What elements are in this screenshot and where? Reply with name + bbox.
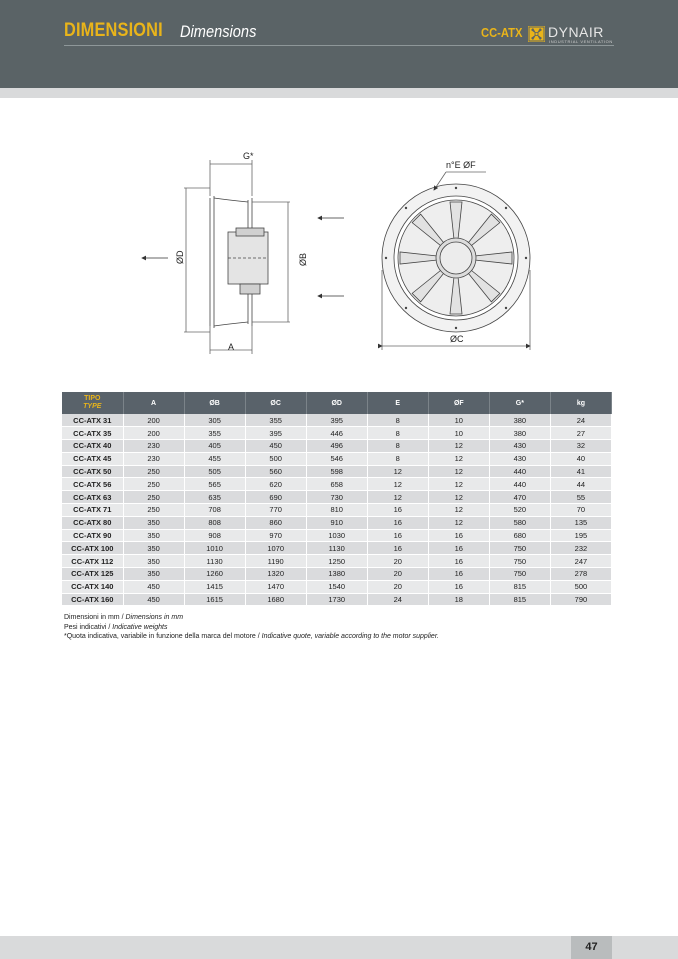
- table-cell: 635: [184, 491, 245, 504]
- table-cell: 16: [367, 542, 428, 555]
- table-row: [62, 478, 612, 491]
- header-b: ØB: [184, 392, 245, 414]
- table-cell: 1680: [245, 593, 306, 606]
- table-cell: 355: [184, 427, 245, 440]
- table-row: [62, 465, 612, 478]
- table-cell: 430: [489, 440, 550, 453]
- table-cell: 1415: [184, 580, 245, 593]
- table-cell: 8: [367, 440, 428, 453]
- table-row: [62, 440, 612, 453]
- table-cell: 1010: [184, 542, 245, 555]
- table-cell: 16: [367, 529, 428, 542]
- table-cell: 24: [367, 593, 428, 606]
- table-cell: 380: [489, 414, 550, 427]
- table-row: [62, 516, 612, 529]
- dimension-drawing: [128, 140, 538, 360]
- label-d: ØD: [175, 250, 185, 264]
- table-cell: 970: [245, 529, 306, 542]
- note-dimensions: Dimensioni in mm / Dimensions in mm: [64, 614, 184, 621]
- table-row: [62, 427, 612, 440]
- table-cell: 12: [428, 452, 489, 465]
- title-italian: DIMENSIONI: [64, 20, 163, 41]
- notes: [64, 613, 439, 642]
- table-cell: 12: [367, 465, 428, 478]
- table-cell: 44: [550, 478, 611, 491]
- cell-type: CC-ATX 100: [62, 542, 123, 555]
- cell-type: CC-ATX 80: [62, 516, 123, 529]
- table-cell: 470: [489, 491, 550, 504]
- table-row: [62, 414, 612, 427]
- cell-type: CC-ATX 31: [62, 414, 123, 427]
- table-cell: 440: [489, 478, 550, 491]
- table-cell: 565: [184, 478, 245, 491]
- cell-type: CC-ATX 90: [62, 529, 123, 542]
- table-cell: 546: [306, 452, 367, 465]
- note-quote: *Quota indicativa, variabile in funzione della marca del motore / Indicative quote, variable according to the motor supplier.: [64, 633, 439, 641]
- table-cell: 230: [123, 452, 184, 465]
- table-cell: 810: [306, 504, 367, 517]
- table-cell: 24: [550, 414, 611, 427]
- label-g: G*: [243, 151, 254, 161]
- table-cell: 8: [367, 452, 428, 465]
- table-cell: 580: [489, 516, 550, 529]
- cell-type: CC-ATX 45: [62, 452, 123, 465]
- cell-type: CC-ATX 56: [62, 478, 123, 491]
- table-cell: 8: [367, 427, 428, 440]
- table-cell: 250: [123, 491, 184, 504]
- cell-type: CC-ATX 160: [62, 593, 123, 606]
- table-cell: 55: [550, 491, 611, 504]
- cell-type: CC-ATX 140: [62, 580, 123, 593]
- table-cell: 908: [184, 529, 245, 542]
- table-cell: 12: [367, 478, 428, 491]
- table-cell: 250: [123, 478, 184, 491]
- table-cell: 620: [245, 478, 306, 491]
- header-type: [62, 392, 123, 414]
- table-cell: 450: [123, 593, 184, 606]
- fan-logo-icon: [528, 26, 545, 42]
- table-cell: 1380: [306, 568, 367, 581]
- title-english: Dimensions: [180, 22, 257, 41]
- cell-type: CC-ATX 50: [62, 465, 123, 478]
- table-cell: 12: [428, 440, 489, 453]
- table-cell: 395: [245, 427, 306, 440]
- table-cell: 12: [428, 465, 489, 478]
- title-rule: [64, 45, 614, 46]
- table-cell: 232: [550, 542, 611, 555]
- table-cell: 1190: [245, 555, 306, 568]
- label-b: ØB: [298, 252, 308, 266]
- cell-type: CC-ATX 40: [62, 440, 123, 453]
- table-cell: 1130: [306, 542, 367, 555]
- brand-subtitle: INDUSTRIAL VENTILATION: [549, 39, 613, 44]
- header-type-it: TIPO: [84, 395, 101, 402]
- model-name: CC-ATX: [481, 25, 523, 40]
- table-cell: 750: [489, 555, 550, 568]
- table-cell: 12: [428, 516, 489, 529]
- cell-type: CC-ATX 125: [62, 568, 123, 581]
- table-cell: 446: [306, 427, 367, 440]
- header-type-en: TYPE: [83, 403, 102, 410]
- table-cell: 16: [428, 542, 489, 555]
- table-cell: 815: [489, 580, 550, 593]
- table-cell: 16: [428, 555, 489, 568]
- header-strip: [0, 88, 678, 98]
- table-cell: 440: [489, 465, 550, 478]
- table-cell: 815: [489, 593, 550, 606]
- table-cell: 32: [550, 440, 611, 453]
- table-cell: 860: [245, 516, 306, 529]
- note-weights: Pesi indicativi / Indicative weights: [64, 623, 168, 631]
- header-c: ØC: [245, 392, 306, 414]
- table-cell: 16: [428, 529, 489, 542]
- page-header: [0, 0, 678, 88]
- table-row: [62, 491, 612, 504]
- table-cell: 250: [123, 504, 184, 517]
- table-row: [62, 542, 612, 555]
- table-cell: 355: [245, 414, 306, 427]
- table-row: [62, 504, 612, 517]
- table-cell: 16: [428, 568, 489, 581]
- table-cell: 12: [428, 504, 489, 517]
- table-cell: 10: [428, 414, 489, 427]
- table-row: [62, 555, 612, 568]
- table-cell: 12: [428, 478, 489, 491]
- table-cell: 770: [245, 504, 306, 517]
- table-cell: 505: [184, 465, 245, 478]
- table-cell: 1260: [184, 568, 245, 581]
- table-cell: 380: [489, 427, 550, 440]
- side-view: [142, 160, 344, 354]
- table-cell: 750: [489, 542, 550, 555]
- table-cell: 520: [489, 504, 550, 517]
- table-cell: 16: [367, 516, 428, 529]
- table-cell: 27: [550, 427, 611, 440]
- cell-type: CC-ATX 112: [62, 555, 123, 568]
- table-cell: 1070: [245, 542, 306, 555]
- table-cell: 500: [550, 580, 611, 593]
- table-cell: 750: [489, 568, 550, 581]
- table-cell: 10: [428, 427, 489, 440]
- header-f: ØF: [428, 392, 489, 414]
- table-cell: 730: [306, 491, 367, 504]
- table-cell: 16: [367, 504, 428, 517]
- table-cell: 40: [550, 452, 611, 465]
- table-cell: 1030: [306, 529, 367, 542]
- cell-type: CC-ATX 71: [62, 504, 123, 517]
- header-e: E: [367, 392, 428, 414]
- table-cell: 247: [550, 555, 611, 568]
- table-cell: 20: [367, 580, 428, 593]
- cell-type: CC-ATX 63: [62, 491, 123, 504]
- header-d: ØD: [306, 392, 367, 414]
- table-cell: 70: [550, 504, 611, 517]
- table-cell: 16: [428, 580, 489, 593]
- table-cell: 910: [306, 516, 367, 529]
- table-row: [62, 593, 612, 606]
- cell-type: CC-ATX 35: [62, 427, 123, 440]
- table-cell: 1250: [306, 555, 367, 568]
- table-cell: 200: [123, 427, 184, 440]
- table-cell: 230: [123, 440, 184, 453]
- table-cell: 790: [550, 593, 611, 606]
- brand-name: DYNAIR: [548, 24, 604, 40]
- table-cell: 395: [306, 414, 367, 427]
- table-cell: 1730: [306, 593, 367, 606]
- page-number: 47: [571, 936, 612, 959]
- label-ef: n°E ØF: [446, 160, 476, 170]
- table-cell: 350: [123, 568, 184, 581]
- table-cell: 250: [123, 465, 184, 478]
- table-cell: 20: [367, 568, 428, 581]
- table-row: [62, 568, 612, 581]
- table-cell: 12: [428, 491, 489, 504]
- table-cell: 200: [123, 414, 184, 427]
- table-cell: 808: [184, 516, 245, 529]
- table-cell: 350: [123, 529, 184, 542]
- table-cell: 1615: [184, 593, 245, 606]
- table-cell: 455: [184, 452, 245, 465]
- table-cell: 430: [489, 452, 550, 465]
- table-cell: 708: [184, 504, 245, 517]
- table-row: [62, 580, 612, 593]
- header-kg: kg: [550, 392, 611, 414]
- table-cell: 496: [306, 440, 367, 453]
- table-cell: 450: [245, 440, 306, 453]
- table-cell: 1470: [245, 580, 306, 593]
- table-cell: 500: [245, 452, 306, 465]
- table-cell: 135: [550, 516, 611, 529]
- table-cell: 658: [306, 478, 367, 491]
- front-view: [382, 172, 530, 350]
- table-cell: 41: [550, 465, 611, 478]
- table-row: [62, 529, 612, 542]
- table-cell: 195: [550, 529, 611, 542]
- table-cell: 1320: [245, 568, 306, 581]
- table-cell: 560: [245, 465, 306, 478]
- table-cell: 350: [123, 516, 184, 529]
- table-cell: 450: [123, 580, 184, 593]
- header-g: G*: [489, 392, 550, 414]
- table-cell: 405: [184, 440, 245, 453]
- table-cell: 1130: [184, 555, 245, 568]
- table-cell: 598: [306, 465, 367, 478]
- table-cell: 1540: [306, 580, 367, 593]
- table-cell: 690: [245, 491, 306, 504]
- table-cell: 20: [367, 555, 428, 568]
- dimensions-table: [62, 392, 612, 606]
- table-cell: 680: [489, 529, 550, 542]
- table-cell: 305: [184, 414, 245, 427]
- table-cell: 278: [550, 568, 611, 581]
- label-a: A: [228, 342, 235, 352]
- table-cell: 18: [428, 593, 489, 606]
- table-row: [62, 452, 612, 465]
- table-body: [62, 414, 612, 606]
- table-cell: 350: [123, 542, 184, 555]
- header-a: A: [123, 392, 184, 414]
- table-header-row: [62, 392, 612, 414]
- label-c: ØC: [450, 334, 464, 344]
- table-cell: 8: [367, 414, 428, 427]
- table-cell: 350: [123, 555, 184, 568]
- table-cell: 12: [367, 491, 428, 504]
